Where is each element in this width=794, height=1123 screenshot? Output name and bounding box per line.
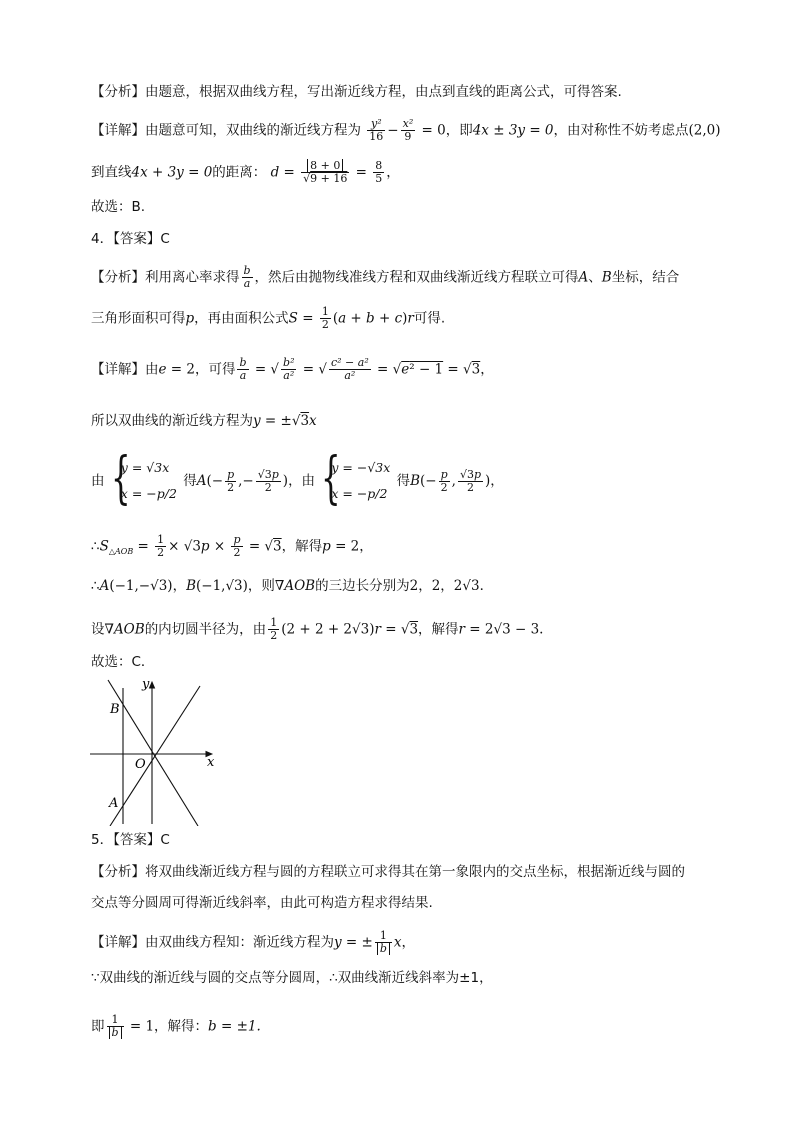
question-number: 4．: [91, 231, 114, 247]
q4-detail-1: 【详解】由e = 2，可得 $\frac{b}{a}$ = √ $\frac{\text{b²}}{\text{a²}}$ = √ $\frac{\text{c² − a²}}{\text{a²}}$ = √e² − 1 = √3，: [91, 356, 494, 382]
asymptote-negative: [108, 680, 198, 826]
q3-detail: 【详解】由题意可知，双曲线的渐近线方程为 $\frac{\text{y²}}{16}$ − $\frac{\text{x²}}{9}$ = 0，即4x ± 3y = 0，由对称性不妨考虑点(2,0): [91, 117, 721, 143]
q4-analysis-1: 【分析】利用离心率求得 $\frac{b}{a}$ ，然后由抛物线准线方程和双曲线渐近线方程联立可得A、B坐标，结合: [91, 264, 680, 290]
fraction: $\frac{8}{5}$: [375, 159, 383, 185]
fraction: $\frac{1}{2}$: [321, 305, 329, 331]
label-x: x: [207, 755, 215, 770]
q4-header: [91, 229, 170, 249]
q3-analysis: [91, 82, 622, 102]
q4-analysis-2: 三角形面积可得p，再由面积公式S = $\frac{1}{2}$ (a + b + c)r可得.: [91, 305, 446, 331]
q4-answer: 故选：C．: [91, 654, 155, 670]
analysis-label: 【分析】: [91, 864, 145, 880]
question-number: 5．: [91, 832, 114, 848]
detail-label: 【详解】: [91, 122, 145, 139]
analysis-text: 由题意，根据双曲线方程，写出渐近线方程，由点到直线的距离公式，可得答案.: [145, 84, 622, 100]
analysis-label: 【分析】: [91, 269, 145, 286]
equation-system-a: { y = √3x x = −p/2: [110, 446, 177, 511]
answer-label: 【答案】C: [113, 832, 170, 848]
q4-systems: 由 { y = √3x x = −p/2 得A(− $\frac{p}{2}$ ,− $\frac{√3p}{2}$ )，由 { y = −√3x x = −p/2 得B(− $\frac{p}{2}$ , $\frac{√3p}{2}$ )，: [91, 446, 504, 511]
equation-system-b: { y = −√3x x = −p/2: [321, 446, 391, 511]
detail-label: 【详解】: [91, 361, 145, 378]
q4-area: $\therefore S_{\triangle AOB}$ = $\frac{1}{2}$ × √3p × $\frac{p}{2}$ = √3，解得p = 2，: [91, 533, 373, 559]
label-b: B: [110, 702, 120, 717]
coordinate-figure: [90, 676, 220, 826]
fraction: $\frac{\text{x²}}{9}$: [402, 117, 414, 143]
fraction: $\frac{b}{a}$: [243, 264, 251, 290]
answer-label: 【答案】C: [113, 231, 170, 247]
q4-asymptote: 所以双曲线的渐近线方程为y = ±√3x: [91, 413, 317, 429]
q5-detail-1: 【详解】由双曲线方程知：渐近线方程为y = ± $\frac{1}{b}$ x，: [91, 929, 416, 955]
fraction: $\frac{b}{a}$: [239, 356, 247, 382]
q5-header: [91, 830, 170, 850]
q5-analysis-1: 【分析】将双曲线渐近线方程与圆的方程联立可求得其在第一象限内的交点坐标，根据渐近线与圆的: [91, 864, 685, 880]
q5-analysis-2: 交点等分圆周可得渐近线斜率，由此可构造方程求得结果.: [91, 895, 433, 911]
label-a: A: [109, 796, 119, 811]
analysis-label: 【分析】: [91, 84, 145, 100]
label-y: y: [142, 677, 150, 692]
label-o: O: [135, 757, 146, 772]
q5-detail-3: 即 $\frac{1}{b}$ = 1，解得：b = ±1.: [91, 1013, 261, 1039]
distance-fraction: $\frac{8 + 0}{√9 + 16}$: [303, 159, 348, 185]
q3-distance: 到直线4x + 3y = 0的距离： d = $\frac{8 + 0}{√9 + 16}$ = $\frac{8}{5}$ ，: [91, 159, 400, 185]
q3-answer: 故选：B.: [91, 199, 146, 215]
q5-detail-2: ∵双曲线的渐近线与圆的交点等分圆周，∴双曲线渐近线斜率为±1，: [91, 970, 493, 986]
q4-incircle: 设∇AOB的内切圆半径为，由 $\frac{1}{2}$ (2 + 2 + 2√3)r = √3，解得r = 2√3 − 3.: [91, 616, 544, 642]
detail-label: 【详解】: [91, 934, 145, 951]
fraction: $\frac{\text{y²}}{16}$: [369, 117, 384, 143]
q4-coordinates: ∴A(−1,−√3)，B(−1,√3)，则∇AOB的三边长分别为2，2，2√3．: [91, 578, 494, 594]
